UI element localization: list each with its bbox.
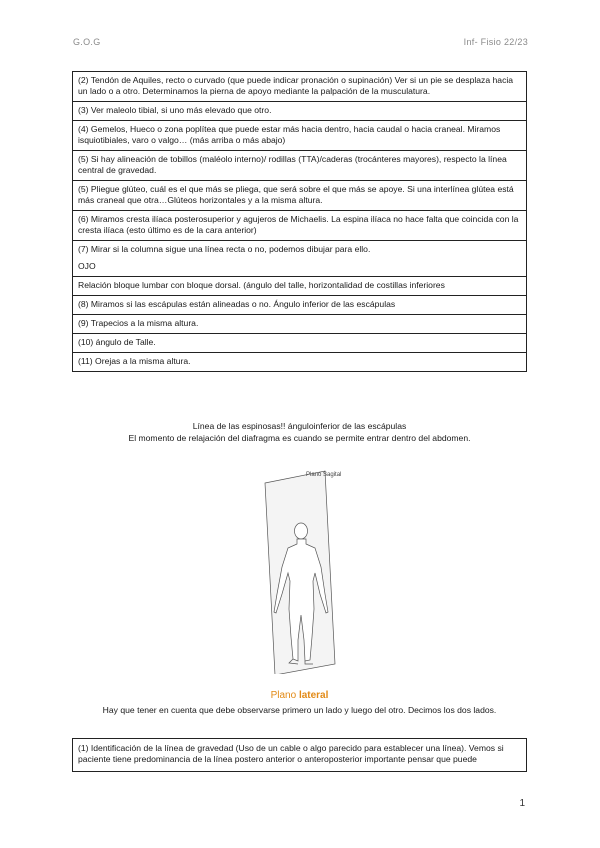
table-row <box>73 296 527 315</box>
table-cell: (5) Si hay alineación de tobillos (maléolo interno)/ rodillas (TTA)/caderas (trocánteres mayores), respecto la línea central de gravedad. <box>73 151 527 181</box>
lateral-table <box>72 738 527 772</box>
table-cell: (9) Trapecios a la misma altura. <box>73 315 527 334</box>
table-row <box>73 102 527 121</box>
table-row <box>73 241 527 277</box>
heading-bold: lateral <box>298 690 329 701</box>
table-row <box>73 181 527 211</box>
table-row <box>73 72 527 102</box>
table-cell <box>73 241 527 277</box>
page-number: 1 <box>519 798 525 809</box>
table-cell: Relación bloque lumbar con bloque dorsal. (ángulo del talle, horizontalidad de costillas inferiores <box>73 277 527 296</box>
table-row <box>73 739 527 772</box>
observation-table <box>72 71 527 372</box>
table-cell: (3) Ver maleolo tibial, si uno más elevado que otro. <box>73 102 527 121</box>
header-course: Inf- Fisio 22/23 <box>463 37 528 47</box>
table-row <box>73 315 527 334</box>
note-diaphragm: El momento de relajación del diafragma es cuando se permite entrar dentro del abdomen. <box>128 433 471 443</box>
table-cell: (10) ángulo de Talle. <box>73 334 527 353</box>
figure-label: Plano Sagital <box>306 472 342 478</box>
cell-line: (7) Mirar si la columna sigue una línea recta o no, podemos dibujar para ello. <box>78 244 371 254</box>
table-cell: (2) Tendón de Aquiles, recto o curvado (que puede indicar pronación o supinación) Ver si un pie se desplaza hacia un lado o a otro. Determinamos la pierna de apoyo mediante la palpación de la musculatura. <box>73 72 527 102</box>
table-row <box>73 334 527 353</box>
table-row <box>73 211 527 241</box>
table-row <box>73 121 527 151</box>
human-figure-sagittal-plane-icon <box>255 469 345 674</box>
section-intro: Hay que tener en cuenta que debe observarse primero un lado y luego del otro. Decimos los dos lados. <box>102 705 497 715</box>
table-row <box>73 151 527 181</box>
table-cell: (11) Orejas a la misma altura. <box>73 353 527 372</box>
note-spinous-line: Línea de las espinosas!! ánguloinferior de las escápulas <box>192 421 407 431</box>
table-cell: (4) Gemelos, Hueco o zona poplítea que puede estar más hacia dentro, hacia caudal o hacia craneal. Miramos isquiotibiales, varo o valgo… (más arriba o más abajo) <box>73 121 527 151</box>
table-row <box>73 277 527 296</box>
ojo-note: OJO <box>78 261 96 271</box>
table-cell: (6) Miramos cresta ilíaca posterosuperior y agujeros de Michaelis. La espina ilíaca no hace falta que coincida con la cresta ilíaca (esto último es de la cara anterior) <box>73 211 527 241</box>
heading-prefix: Plano <box>270 690 299 701</box>
table-row <box>73 353 527 372</box>
table-cell: (8) Miramos si las escápulas están alineadas o no. Ángulo inferior de las escápulas <box>73 296 527 315</box>
header-author: G.O.G <box>73 37 101 47</box>
section-heading <box>72 690 527 701</box>
table-cell: (5) Pliegue glúteo, cuál es el que más se pliega, que será sobre el que más se apoye. Si una interlínea glútea está más craneal que otra…Glúteos horizontales y a la misma altura. <box>73 181 527 211</box>
table-cell: (1) Identificación de la línea de gravedad (Uso de un cable o algo parecido para establecer una línea). Vemos si paciente tiene predominancia de la línea postero anterior o anteroposterior importante pensar que puede <box>73 739 527 772</box>
